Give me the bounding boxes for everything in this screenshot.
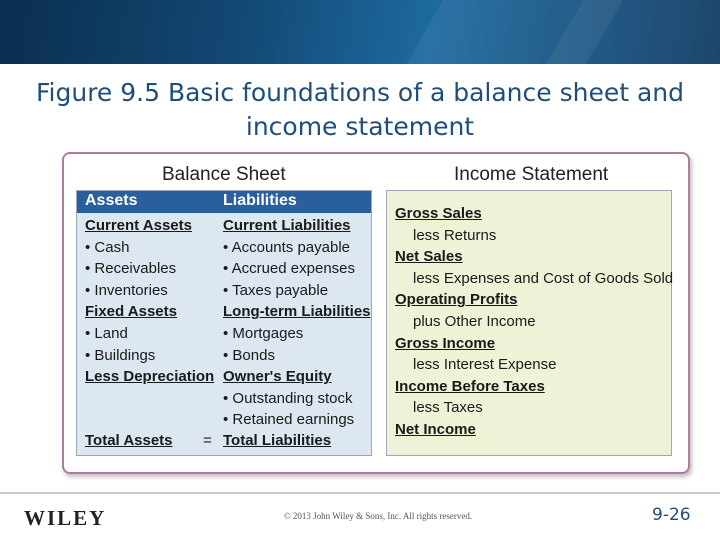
line-item: • Inventories <box>85 281 168 299</box>
income-statement-title: Income Statement <box>454 164 609 185</box>
section-heading: Current Assets <box>85 217 192 234</box>
line-item: less Interest Expense <box>413 356 557 374</box>
line-item: • Buildings <box>85 346 156 364</box>
section-heading: Gross Income <box>395 334 496 352</box>
line-item: plus Other Income <box>413 313 536 330</box>
line-item: • Cash <box>85 238 130 256</box>
line-item: less Expenses and Cost of Goods Sold <box>413 269 674 287</box>
total-liabilities: Total Liabilities <box>223 432 332 449</box>
assets-header: Assets <box>85 192 138 209</box>
wiley-logo: WILEY <box>24 506 107 530</box>
line-item: • Land <box>85 325 128 342</box>
income-statement-box <box>386 190 672 456</box>
section-heading: Less Depreciation <box>85 368 215 386</box>
line-item: • Accounts payable <box>223 238 351 256</box>
section-heading: Long-term Liabilities <box>223 303 371 321</box>
line-item: less Taxes <box>413 399 483 417</box>
balance-sheet-box <box>76 190 372 456</box>
line-item: • Accrued expenses <box>223 260 355 278</box>
figure-frame <box>62 152 690 474</box>
section-heading: Owner's Equity <box>223 368 332 386</box>
section-heading: Income Before Taxes <box>395 377 545 395</box>
top-banner <box>0 0 720 64</box>
liabilities-header: Liabilities <box>223 192 297 209</box>
total-assets: Total Assets <box>85 432 173 449</box>
line-item: • Taxes payable <box>223 281 329 299</box>
section-heading: Fixed Assets <box>85 303 177 321</box>
equals-sign: = <box>203 432 212 449</box>
section-heading: Gross Sales <box>395 205 482 222</box>
page-number: 9-26 <box>652 505 691 525</box>
line-item: • Retained earnings <box>223 411 355 429</box>
section-heading: Operating Profits <box>395 291 518 309</box>
section-heading: Net Income <box>395 421 476 438</box>
balance-sheet-header <box>77 191 371 213</box>
line-item: • Mortgages <box>223 325 304 342</box>
footer-divider <box>0 492 720 494</box>
section-heading: Net Sales <box>395 248 463 266</box>
copyright-notice: © 2013 John Wiley & Sons, Inc. All rights reserved. <box>283 511 473 521</box>
balance-sheet-title: Balance Sheet <box>162 164 286 185</box>
line-item: • Outstanding stock <box>223 389 353 407</box>
slide-title: Figure 9.5 Basic foundations of a balance sheet and income statement <box>35 78 685 141</box>
line-item: • Bonds <box>223 346 275 364</box>
line-item: less Returns <box>413 226 497 244</box>
section-heading: Current Liabilities <box>223 217 351 234</box>
line-item: • Receivables <box>85 260 177 278</box>
